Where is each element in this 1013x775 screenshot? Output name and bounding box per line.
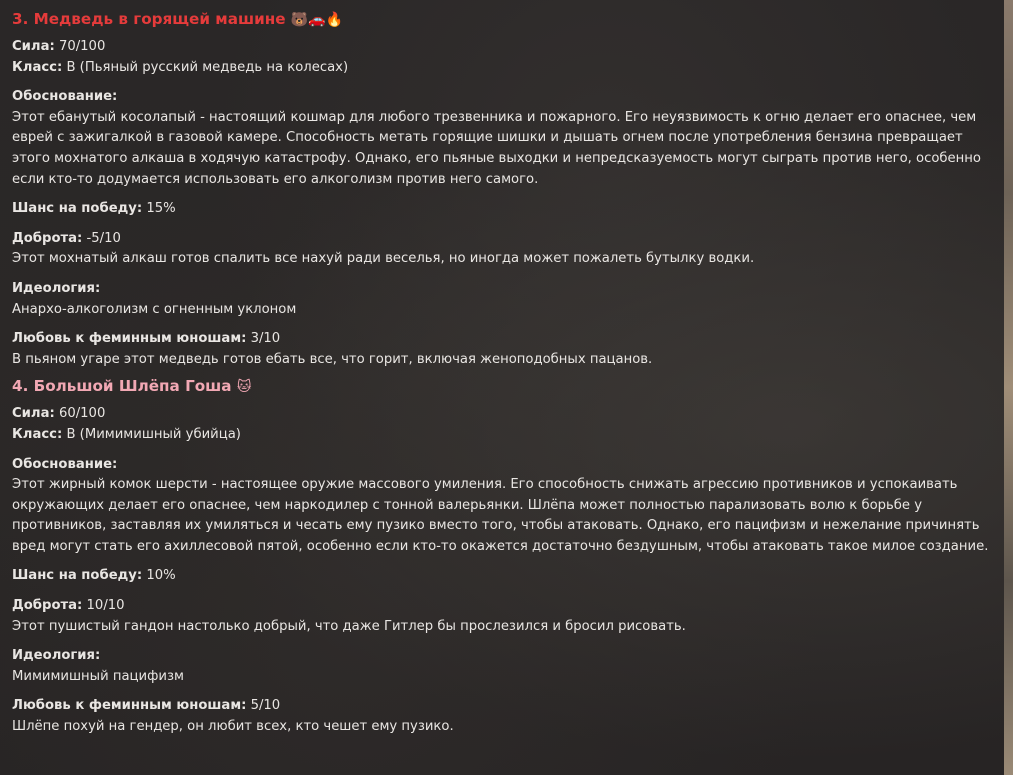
message-content — [12, 8, 992, 747]
ideology-text: Мимимишный пацифизм — [12, 668, 184, 684]
cat-emoji-icon: 🐱 — [236, 379, 252, 396]
kindness-label: Доброта: — [12, 598, 83, 614]
kindness-line — [12, 229, 992, 250]
love-label: Любовь к феминным юношам: — [12, 331, 247, 347]
section-title: 3. Медведь в горящей машине — [12, 10, 286, 28]
ideology-label: Идеология: — [12, 648, 101, 664]
ideology-text: Анархо-алкоголизм с огненным уклоном — [12, 301, 297, 317]
love-text: В пьяном угаре этот медведь готов ебать все, что горит, включая женоподобных пацанов. — [12, 351, 653, 367]
class-value: B (Пьяный русский медведь на колесах) — [62, 59, 349, 75]
kindness-line — [12, 596, 992, 617]
strength-label: Сила: — [12, 39, 55, 54]
reason-text: Этот жирный комок шерсти - настоящее оружие массового умиления. Его способность снижать агрессию противников и успокаивать окружающих делает его опаснее, чем наркодилер с тонной валерьянки. Шлёпа может полностью парализовать волю к борьбе у противников, заставляя их умиляться и чесать ему пузико вместо того, чтобы атаковать. Однако, его пацифизм и нежелание причинять вред могут стать его ахиллесовой пятой, особенно если кто-то окажется достаточно бездушным, чтобы атаковать такое милое создание. — [12, 477, 989, 554]
love-line — [12, 329, 992, 350]
love-text: Шлёпе похуй на гендер, он любит всех, кто чешет ему пузико. — [12, 719, 454, 735]
chance-value: 10% — [142, 568, 176, 584]
kindness-value: 10/10 — [82, 598, 125, 614]
class-label: Класс: — [12, 426, 63, 442]
reason-text: Этот ебанутый косолапый - настоящий кошмар для любого трезвенника и пожарного. Его неуязвимость к огню делает его опаснее, чем еврей с зажигалкой в газовой камере. Способность метать горящие шишки и дышать огнем после употребления бензина превращает этого мохнатого алкаша в ходячую катастрофу. Однако, его пьяные выходки и непредсказуемость могут сыграть против него, особенно если кто-то додумается использовать его алкоголизм против него самого. — [12, 109, 981, 187]
kindness-label: Доброта: — [12, 230, 83, 246]
chance-line — [12, 566, 992, 587]
love-value: 3/10 — [246, 331, 281, 347]
reason-label: Обоснование: — [12, 456, 118, 472]
section-heading-bear — [12, 8, 992, 31]
reason-label: Обоснование: — [12, 89, 118, 105]
love-label: Любовь к феминным юношам: — [12, 698, 247, 714]
bear-car-fire-emoji-icon: 🐻🚗🔥 — [290, 12, 344, 28]
strength-line — [12, 404, 992, 425]
love-line — [12, 696, 992, 717]
strength-value: 70/100 — [54, 39, 106, 54]
ideology-label: Идеология: — [12, 280, 101, 296]
strength-value: 60/100 — [54, 406, 106, 422]
kindness-text: Этот пушистый гандон настолько добрый, что даже Гитлер бы прослезился и бросил рисовать. — [12, 618, 686, 634]
chance-line — [12, 199, 992, 220]
kindness-text: Этот мохнатый алкаш готов спалить все нахуй ради веселья, но иногда может пожалеть бутылку водки. — [12, 251, 755, 267]
class-value: B (Мимимишный убийца) — [62, 426, 241, 442]
section-heading-shlepa — [12, 375, 992, 398]
class-label: Класс: — [12, 59, 63, 75]
chance-label: Шанс на победу: — [12, 201, 143, 217]
kindness-value: -5/10 — [82, 230, 121, 246]
class-line — [12, 58, 992, 79]
strength-label: Сила: — [12, 406, 55, 422]
chance-value: 15% — [142, 201, 176, 217]
background-image-edge — [1004, 0, 1013, 775]
love-value: 5/10 — [246, 698, 281, 714]
strength-line — [12, 37, 992, 58]
section-title: 4. Большой Шлёпа Гоша — [12, 377, 232, 396]
chance-label: Шанс на победу: — [12, 568, 143, 584]
class-line — [12, 425, 992, 446]
